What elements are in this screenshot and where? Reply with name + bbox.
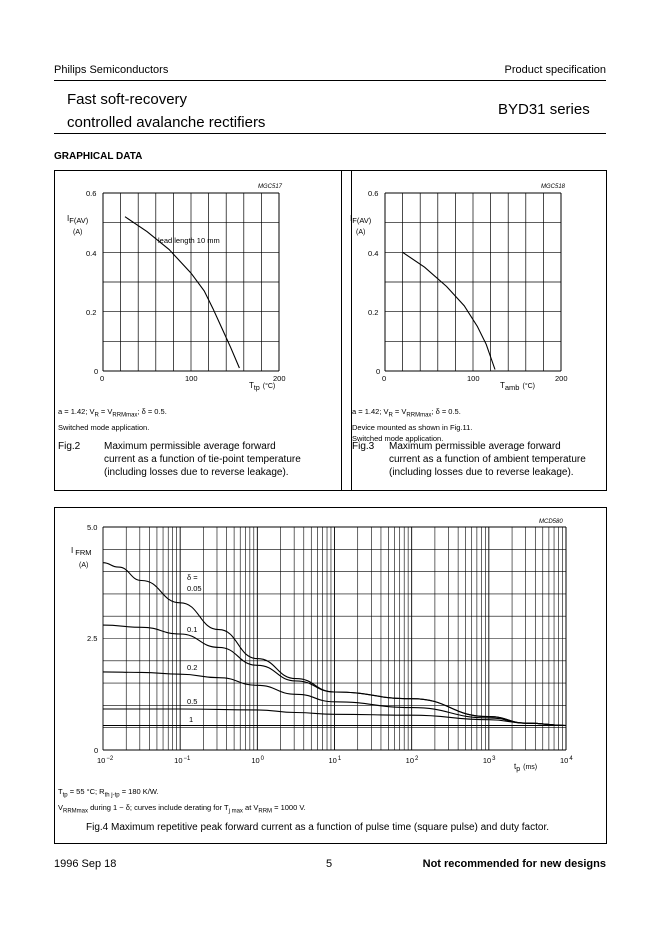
title-line-2: controlled avalanche rectifiers [67,114,266,131]
fig3-x-tick-200: 200 [555,374,568,383]
footer-date: 1996 Sep 18 [54,858,117,870]
svg-text:IF(AV) [350,214,372,225]
fig4-x-tick: $10^4$ [560,756,573,765]
fig3-notes-sub1: R [388,412,393,419]
fig4-series-label-0.1: 0.1 [187,625,198,634]
fig3-ylabel-sub: F(AV) [352,216,372,225]
fig2-ylabel-main: I [67,214,70,223]
document-title [67,88,265,134]
fig3-caption-line1: Maximum permissible average forward [389,441,561,452]
header-rule [54,80,606,81]
fig4-notes-b-end: = 1000 V. [272,802,306,812]
fig3-y-tick-0: 0 [376,367,381,376]
fig2-notes-mid: = V [98,407,113,416]
fig4-notes-a-end: = 180 K/W. [119,787,159,796]
svg-text:IFRM [71,546,91,557]
fig2-notes-line2: Switched mode application. [58,422,150,432]
fig3-x-tick-100: 100 [467,374,480,383]
fig4-chart [54,507,607,777]
footer-page: 5 [326,858,333,870]
fig4-notes-b-mid: during 1 − δ; curves include derating for T [88,802,229,812]
fig3-notes-mid: = V [392,407,407,416]
svg-text:IF(AV) [67,214,89,225]
fig4-x-tick: $10^0$ [251,756,265,765]
fig4-series-label-0.2: 0.2 [187,663,198,672]
fig3-code: MGC518 [541,184,566,190]
fig4-notes-b-mid2: at V [242,802,259,812]
header-left: Philips Semiconductors [54,64,169,76]
svg-text:Tamb(°C) [500,381,535,392]
svg-text:Ttp(°C) [249,381,275,392]
fig2-notes-end: ; δ = 0.5. [137,407,167,416]
fig2-notes-sub2: RRMmax [112,412,138,419]
fig2-chart [54,170,352,400]
fig4-grid [103,527,566,750]
fig2-code: MGC517 [258,184,283,190]
fig2-caption-line2: current as a function of tie-point temperature [104,454,301,465]
fig3-y-tick-0.2: 0.2 [368,308,379,317]
fig2-xlabel-main: T [249,381,254,390]
series-name: BYD31 series [498,101,590,118]
fig2-xlabel-unit: (°C) [262,383,276,390]
fig2-ylabel-unit: (A) [73,229,83,236]
fig2-y-tick-0.6: 0.6 [86,189,97,198]
fig4-x-tick: $10^1$ [328,756,342,765]
fig4-notes-a-mid: = 55 °C; R [67,787,105,796]
fig4-y-tick-0: 0 [94,746,99,755]
fig4-y-tick-5.0: 5.0 [87,523,98,532]
fig2-x-tick-200: 200 [273,374,286,383]
fig4-code: MCD580 [539,519,563,525]
fig2-x-tick-0: 0 [100,374,105,383]
fig4-ylabel-sub: FRM [75,548,92,557]
fig2-xlabel-sub: tp [253,385,260,392]
fig3-notes-sub2: RRMmax [406,412,432,419]
fig3-xlabel-main: T [500,381,505,390]
fig4-notes-a-sub2: th j-tp [104,792,120,799]
header-right: Product specification [504,64,606,76]
fig3-ylabel-main: I [350,214,353,223]
fig3-notes [352,406,472,444]
fig3-caption [389,440,586,479]
footer-notice: Not recommended for new designs [422,858,606,870]
fig4-series-label-1: 1 [189,715,194,724]
fig3-curve [403,252,495,369]
fig3-xlabel-sub: amb [504,383,520,392]
fig2-caption-label: Fig.2 [58,441,81,452]
section-title: GRAPHICAL DATA [54,151,143,162]
fig4-notes [58,786,306,817]
fig4-x-tick: $10^{-1}$ [174,756,191,765]
fig2-caption-line3: (including losses due to reverse leakage). [104,467,289,478]
fig2-notes [58,406,167,433]
fig4-xlabel-sub: p [516,766,521,773]
fig3-notes-line3: Switched mode application. [352,433,444,443]
title-line-1: Fast soft-recovery [67,91,188,108]
fig3-xlabel-unit: (°C) [522,383,536,390]
fig2-caption-line1: Maximum permissible average forward [104,441,276,452]
fig4-notes-a-sub1: tp [62,792,68,799]
fig4-xlabel-unit: (ms) [523,764,538,771]
fig3-notes-line2: Device mounted as shown in Fig.11. [352,422,473,432]
fig4-notes-b-sub2: j max [228,808,243,814]
fig4-caption: Fig.4 Maximum repetitive peak forward current as a function of pulse time (square pulse) and duty factor. [86,822,549,833]
fig2-y-tick-0.4: 0.4 [86,249,97,258]
fig2-x-tick-100: 100 [185,374,198,383]
fig4-notes-b-sub3: RRM [258,808,273,814]
fig2-annotation: lead length 10 mm [158,236,220,245]
fig4-x-ticks [97,756,573,765]
svg-text:tp(ms) [514,762,537,773]
fig3-caption-label: Fig.3 [352,441,375,452]
fig2-caption [104,440,301,479]
fig4-x-tick: $10^{-2}$ [97,756,114,765]
fig3-caption-line3: (including losses due to reverse leakage). [389,467,574,478]
fig4-series-label-0.05: 0.05 [187,584,202,593]
fig4-x-tick: $10^3$ [482,756,496,765]
title-rule [54,133,606,134]
fig2-y-tick-0: 0 [94,367,99,376]
fig4-ylabel-unit: (A) [79,562,89,569]
fig2-notes-sub1: R [94,412,99,419]
fig4-notes-b-pre: V [58,802,64,812]
fig3-grid [385,193,561,371]
fig3-notes-line1: a = 1.42; V [352,407,389,416]
fig3-x-tick-0: 0 [382,374,387,383]
fig2-notes-line1: a = 1.42; V [58,407,95,416]
fig3-y-tick-0.6: 0.6 [368,189,379,198]
fig4-ylabel-main: I [71,546,74,555]
fig4-notes-a-pre: T [58,787,63,796]
fig4-series-label-0.5: 0.5 [187,697,198,706]
fig3-caption-line2: current as a function of ambient temperature [389,454,586,465]
fig2-y-tick-0.2: 0.2 [86,308,97,317]
fig3-y-tick-0.4: 0.4 [368,249,379,258]
fig4-notes-b-sub1: RRMmax [63,808,89,814]
fig3-notes-end: ; δ = 0.5. [431,407,461,416]
fig3-chart [341,170,607,400]
fig4-y-tick-2.5: 2.5 [87,634,98,643]
fig4-x-tick: $10^2$ [405,756,419,765]
fig2-ylabel-sub: F(AV) [69,216,89,225]
fig4-xlabel-main: t [514,762,517,771]
fig4-delta-label: δ = [187,573,198,582]
fig3-ylabel-unit: (A) [356,229,366,236]
